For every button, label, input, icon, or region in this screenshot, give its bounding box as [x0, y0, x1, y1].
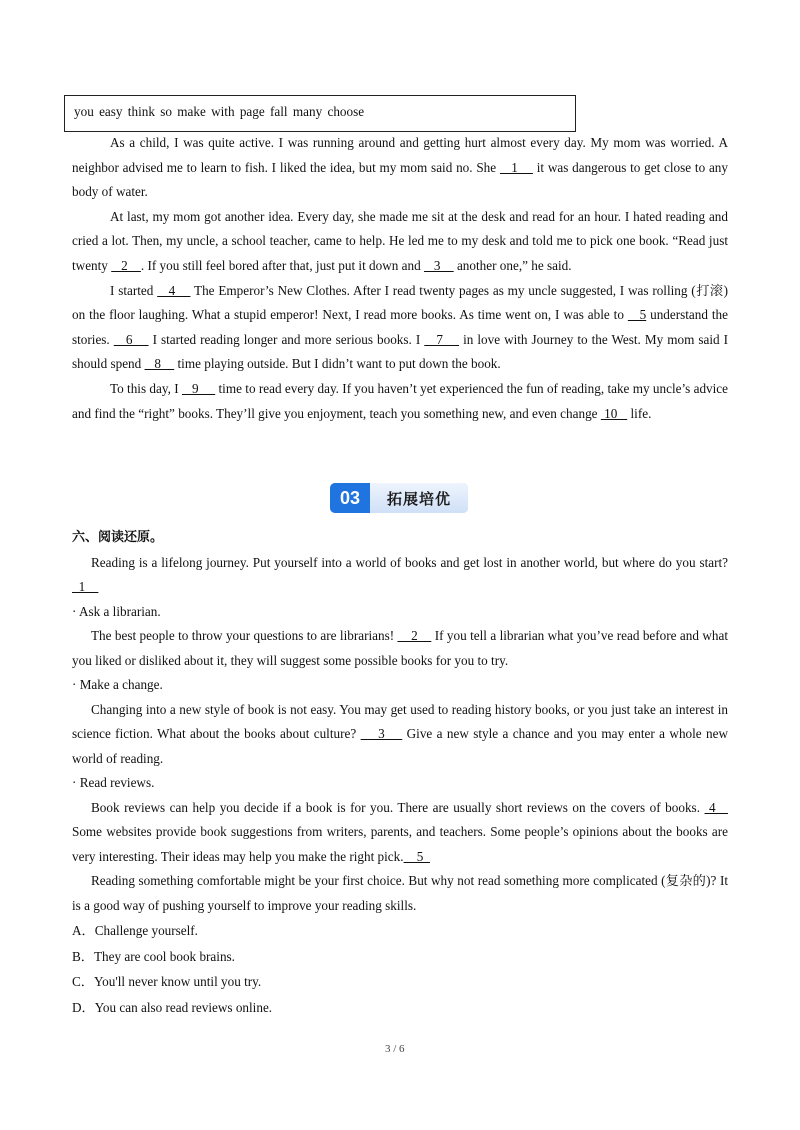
paragraph-change [72, 698, 728, 772]
text: Give a new style a chance and you may enter a whole new world of reading. [72, 726, 728, 766]
paragraph-reviews [72, 796, 728, 870]
intro-paragraph [72, 551, 728, 600]
answer-blank-9[interactable]: 9 [181, 380, 216, 396]
text: I started reading longer and more serious books. I [148, 331, 425, 347]
text: Some websites provide book suggestions from writers, parents, and teachers. Some people’s opinions about the books are very interesting. Their ideas may help you make the right pick. [72, 824, 728, 864]
passage-paragraph-2 [72, 205, 728, 279]
reading-restore-section [72, 526, 728, 1020]
text: Changing into a new style of book is not easy. You may get used to reading history books, or you just take an interest in science fiction. What about the books about culture? [72, 701, 728, 741]
text: another one,” he said. [453, 257, 572, 273]
passage-paragraph-1 [72, 131, 728, 205]
bullet-ask-librarian: · Ask a librarian. [72, 603, 161, 619]
cloze-passage [72, 131, 728, 426]
text: in love with Journey to the West. My mom said I should spend [72, 331, 729, 372]
paragraph-librarian [72, 624, 728, 673]
section-heading: 六、阅读还原。 [72, 530, 164, 545]
option-d: D．You can also read reviews online. [72, 999, 273, 1015]
answer-blank-2[interactable]: 2 [397, 628, 432, 643]
text: Reading is a lifelong journey. Put yourself into a world of books and get lost in another world, but where do you start? [91, 554, 728, 570]
text: The best people to throw your questions to are librarians! [91, 628, 398, 643]
answer-blank-10[interactable]: 10 [600, 405, 628, 421]
answer-blank-4[interactable]: 4 [157, 282, 191, 298]
answer-blank-1[interactable]: 1 [499, 159, 533, 175]
answer-blank-6[interactable]: 6 [113, 331, 149, 347]
text: time playing outside. But I didn’t want to put down the book. [174, 356, 501, 372]
text: If you tell a librarian what you’ve read before and what you liked or disliked about it, they will suggest some possible books for you to try. [72, 628, 728, 668]
paragraph-challenge: Reading something comfortable might be your first choice. But why not read something more complicated (复杂的)? It is a good way of pushing yourself to improve your reading skills. [72, 873, 728, 913]
text: understand the stories. [72, 307, 728, 347]
page-number: 3 / 6 [385, 1043, 405, 1055]
bullet-make-change: · Make a change. [72, 677, 163, 692]
option-c: C．You'll never know until you try. [72, 974, 262, 990]
answer-blank-3[interactable]: 3 [360, 726, 403, 741]
option-b: B．They are cool book brains. [72, 948, 235, 964]
bullet-read-reviews: · Read reviews. [72, 775, 155, 790]
word-bank-box [64, 95, 576, 132]
section-banner [330, 483, 468, 513]
banner-number: 03 [330, 483, 370, 513]
text: time to read every day. If you haven’t yet experienced the fun of reading, take my uncle’s advice and find the “right” books. They’ll give you enjoyment, teach you something new, and even change [72, 380, 729, 421]
word-bank: you easy think so make with page fall many choose [74, 104, 365, 119]
passage-paragraph-3 [72, 279, 728, 377]
text: life. [627, 405, 652, 421]
answer-blank-8[interactable]: 8 [144, 356, 175, 372]
text: As a child, I was quite active. I was running around and getting hurt almost every day. My mom was worried. A neighbor advised me to learn to fish. I liked the idea, but my mom said no. She [72, 135, 728, 175]
text: Book reviews can help you decide if a book is for you. There are usually short reviews on the covers of books. [91, 799, 705, 815]
banner-title: 拓展培优 [370, 483, 468, 513]
text: . If you still feel bored after that, just put it down and [140, 257, 424, 273]
answer-blank-1[interactable]: 1 [72, 579, 99, 594]
text: The Emperor’s New Clothes. After I read twenty pages as my uncle suggested, I was rolling (打滚) on the floor laughing. What a stupid emperor! Next, I read more books. As time went on, I was able to [72, 282, 729, 323]
text: At last, my mom got another idea. Every day, she made me sit at the desk and read for an hour. I hated reading and cried a lot. Then, my uncle, a school teacher, came to help. He led me to my desk and told me to pick one book. “Read just twenty [72, 208, 728, 273]
answer-blank-4[interactable]: 4 [704, 799, 729, 815]
answer-blank-5[interactable]: 5 [627, 307, 647, 323]
text: I started [110, 282, 158, 298]
text: To this day, I [110, 380, 182, 396]
text: it was dangerous to get close to any body of water. [72, 159, 728, 200]
answer-blank-7[interactable]: 7 [424, 331, 460, 347]
passage-paragraph-4 [72, 377, 728, 426]
answer-blank-3[interactable]: 3 [423, 257, 454, 273]
answer-blank-5[interactable]: 5 [403, 848, 430, 864]
option-a: A．Challenge yourself. [72, 923, 198, 938]
answer-blank-2[interactable]: 2 [111, 257, 141, 273]
